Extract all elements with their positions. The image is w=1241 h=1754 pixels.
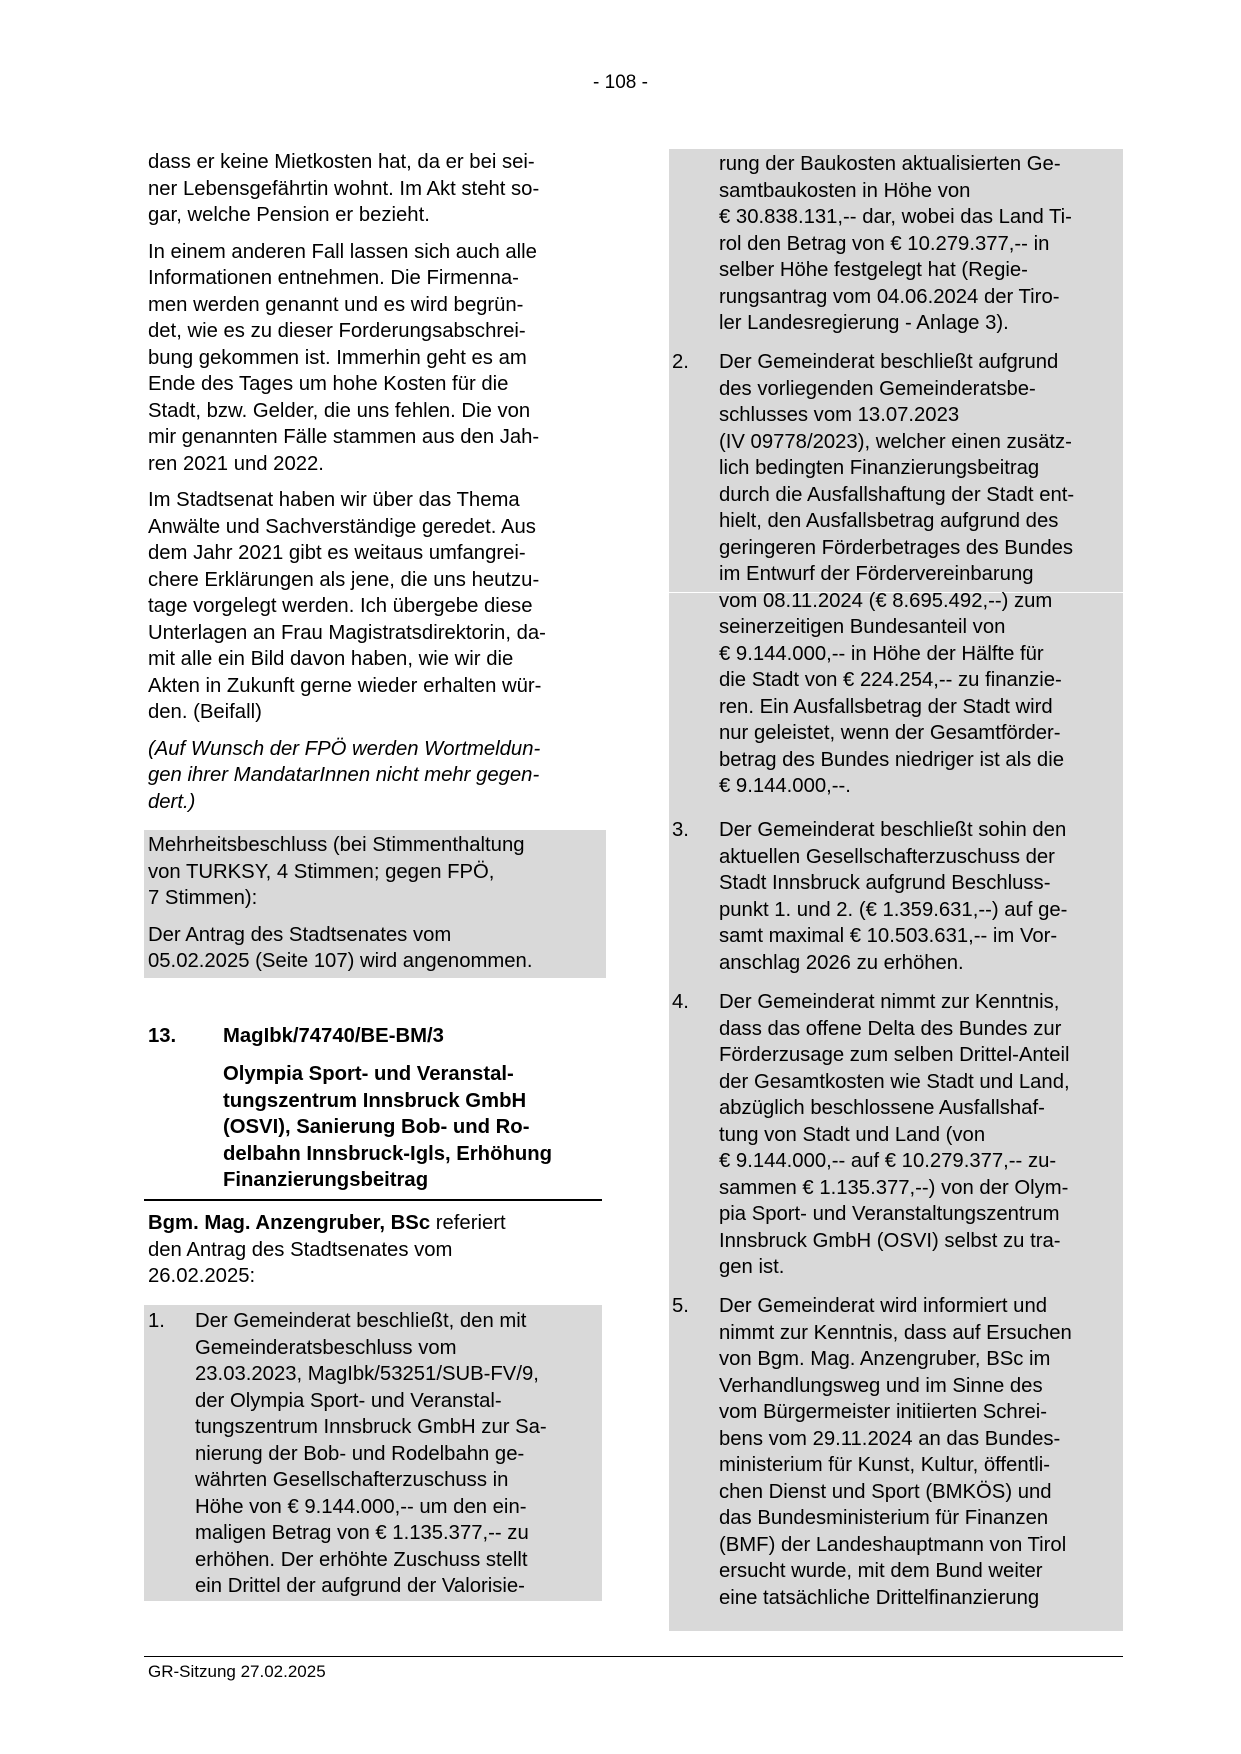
text-line: € 30.838.131,-- dar, wobei das Land Ti- (719, 206, 1072, 228)
text-line: Olympia Sport- und Veranstal- (223, 1063, 514, 1085)
text-line: dert.) (148, 790, 196, 813)
item-number: 3. (672, 819, 689, 841)
page-number: - 108 - (593, 72, 648, 93)
text-line: mir genannten Fälle stammen aus den Jah- (148, 426, 540, 448)
text-line: Akten in Zukunft gerne wieder erhalten wür- (148, 674, 542, 697)
text-line: samt maximal € 10.503.631,-- im Vor- (719, 925, 1058, 947)
text-line: ersucht wurde, mit dem Bund weiter (719, 1560, 1043, 1582)
text-line: den. (Beifall) (148, 701, 262, 723)
text-line: In einem anderen Fall lassen sich auch alle (148, 240, 537, 263)
vote-result-block (144, 830, 606, 978)
text-line: Informationen entnehmen. Die Firmenna- (148, 267, 519, 289)
text-line: schlusses vom 13.07.2023 (719, 404, 960, 426)
text-line: aktuellen Gesellschafterzuschuss der (719, 845, 1055, 868)
text-line: betrag des Bundes niedriger ist als die (719, 748, 1064, 771)
text-line: ren. Ein Ausfallsbetrag der Stadt wird (719, 695, 1053, 718)
text-line: dass er keine Mietkosten hat, da er bei sei- (148, 151, 535, 173)
agenda-item-code: MagIbk/74740/BE-BM/3 (223, 1025, 444, 1047)
text-line: pia Sport- und Veranstaltungszentrum (719, 1203, 1060, 1225)
text-line: (Auf Wunsch der FPÖ werden Wortmeldun- (148, 737, 541, 760)
referent-paragraph (148, 1210, 603, 1290)
text-line: ler Landesregierung - Anlage 3). (719, 312, 1009, 334)
text-line: Der Antrag des Stadtsenates vom (148, 923, 452, 946)
text-line: 7 Stimmen): (148, 887, 258, 909)
text-line: abzüglich beschlossene Ausfallshaf- (719, 1097, 1045, 1119)
text-line: maligen Betrag von € 1.135.377,-- zu (195, 1522, 529, 1544)
text-line: det, wie es zu dieser Forderungsabschrei- (148, 320, 526, 342)
text-line: von Bgm. Mag. Anzengruber, BSc im (719, 1348, 1051, 1370)
text-line: tage vorgelegt werden. Ich übergebe diese (148, 595, 533, 617)
text-line: Verhandlungsweg und im Sinne des (719, 1374, 1043, 1397)
text-line: von TURKSY, 4 Stimmen; gegen FPÖ, (148, 860, 495, 883)
text-line: selber Höhe festgelegt hat (Regie- (719, 259, 1028, 281)
text-line: erhöhen. Der erhöhte Zuschuss stellt (195, 1548, 528, 1571)
item-number: 1. (148, 1310, 165, 1332)
text-line: Gemeinderatsbeschluss vom (195, 1336, 457, 1359)
referent-name: Bgm. Mag. Anzengruber, BSc (148, 1212, 431, 1234)
text-line: geringeren Förderbetrages des Bundes (719, 536, 1074, 559)
text-line: durch die Ausfallshaftung der Stadt ent- (719, 483, 1075, 506)
text-line: Finanzierungsbeitrag (223, 1169, 429, 1191)
text-line: des vorliegenden Gemeinderatsbe- (719, 377, 1036, 400)
text-line: den Antrag des Stadtsenates vom (148, 1238, 453, 1261)
text-line: chere Erklärungen als jene, die uns heutzu- (148, 568, 540, 591)
text-line: nierung der Bob- und Rodelbahn ge- (195, 1442, 525, 1465)
text-line: dem Jahr 2021 gibt es weitaus umfangrei- (148, 542, 526, 564)
text-line: währten Gesellschafterzuschuss in (195, 1469, 509, 1491)
text-line: Ende des Tages um hohe Kosten für die (148, 373, 509, 395)
text-line: 23.03.2023, MagIbk/53251/SUB-FV/9, (195, 1363, 539, 1385)
text-line: sammen € 1.135.377,--) von der Olym- (719, 1176, 1069, 1199)
agenda-item-number: 13. (148, 1025, 177, 1047)
text-line: Unterlagen an Frau Magistratsdirektorin, da- (148, 621, 546, 644)
text-line: ner Lebensgefährtin wohnt. Im Akt steht so- (148, 177, 540, 200)
text-line: anschlag 2026 zu erhöhen. (719, 951, 964, 974)
text-line: € 9.144.000,-- in Höhe der Hälfte für (719, 642, 1044, 665)
text-line: nur geleistet, wenn der Gesamtförder- (719, 722, 1061, 744)
item-body (719, 1293, 1072, 1611)
text-line: € 9.144.000,--. (719, 775, 851, 797)
text-line: seinerzeitigen Bundesanteil von (719, 616, 1006, 638)
resolution-item-1 (144, 1305, 602, 1601)
text-line: € 9.144.000,-- auf € 10.279.377,-- zu- (719, 1150, 1057, 1172)
text-line: Stadt, bzw. Gelder, die uns fehlen. Die von (148, 399, 531, 422)
text-line: lich bedingten Finanzierungsbeitrag (719, 457, 1040, 479)
item-number: 5. (672, 1295, 689, 1317)
text-line: bung gekommen ist. Immerhin geht es am (148, 346, 527, 369)
text-line: Förderzusage zum selben Drittel-Anteil (719, 1044, 1070, 1066)
text-line: Der Gemeinderat beschließt aufgrund (719, 351, 1059, 373)
text-line: gen ist. (719, 1256, 785, 1278)
text-line: ministerium für Kunst, Kultur, öffentli- (719, 1454, 1051, 1476)
item-number: 4. (672, 991, 689, 1013)
text-line: tungszentrum Innsbruck GmbH (223, 1089, 527, 1112)
footer-session-date: GR-Sitzung 27.02.2025 (148, 1662, 326, 1681)
text-line: nimmt zur Kenntnis, dass auf Ersuchen (719, 1321, 1072, 1344)
paragraph (148, 149, 603, 229)
text-line: 26.02.2025: (148, 1265, 256, 1287)
text-line: tung von Stadt und Land (von (719, 1123, 986, 1146)
vote-result (148, 832, 606, 912)
item-body (195, 1308, 547, 1600)
heading-divider (144, 1199, 602, 1201)
text-line: (BMF) der Landeshauptmann von Tirol (719, 1533, 1067, 1556)
text-line: Mehrheitsbeschluss (bei Stimmenthaltung (148, 834, 525, 856)
text-fragment: referiert (430, 1212, 506, 1234)
text-line (148, 1210, 603, 1237)
text-line: ein Drittel der aufgrund der Valorisie- (195, 1575, 525, 1597)
text-line: dass das offene Delta des Bundes zur (719, 1017, 1062, 1040)
text-line: der Olympia Sport- und Veranstal- (195, 1389, 502, 1412)
text-line: eine tatsächliche Drittelfinanzierung (719, 1586, 1040, 1609)
text-line: hielt, den Ausfallsbetrag aufgrund des (719, 510, 1059, 532)
text-line: gar, welche Pension er bezieht. (148, 204, 430, 226)
text-line: Der Gemeinderat beschließt sohin den (719, 819, 1067, 841)
agenda-item-title (223, 1061, 552, 1194)
item-body (719, 989, 1070, 1281)
item-body (719, 151, 1072, 337)
paragraph (148, 239, 603, 478)
text-line: im Entwurf der Fördervereinbarung (719, 563, 1034, 585)
text-line: Im Stadtsenat haben wir über das Thema (148, 489, 520, 511)
text-line: bens vom 29.11.2024 an das Bundes- (719, 1427, 1061, 1450)
text-line: (IV 09778/2023), welcher einen zusätz- (719, 430, 1072, 453)
text-line: die Stadt von € 224.254,-- zu finanzie- (719, 669, 1062, 691)
text-line: Stadt Innsbruck aufgrund Beschluss- (719, 872, 1051, 894)
text-line: Anwälte und Sachverständige geredet. Aus (148, 515, 536, 538)
paragraph (148, 487, 603, 726)
left-column (148, 149, 603, 825)
text-line: vom Bürgermeister initiierten Schrei- (719, 1401, 1047, 1423)
text-line: der Gesamtkosten wie Stadt und Land, (719, 1070, 1070, 1093)
text-line: tungszentrum Innsbruck GmbH zur Sa- (195, 1416, 547, 1438)
text-line: mit alle ein Bild davon haben, wie wir die (148, 648, 514, 670)
text-line: Höhe von € 9.144.000,-- um den ein- (195, 1495, 527, 1518)
text-line: rol den Betrag von € 10.279.377,-- in (719, 232, 1050, 255)
text-line: rung der Baukosten aktualisierten Ge- (719, 153, 1061, 175)
text-line: punkt 1. und 2. (€ 1.359.631,--) auf ge- (719, 898, 1068, 921)
text-line: Der Gemeinderat beschließt, den mit (195, 1310, 527, 1332)
text-line: Der Gemeinderat wird informiert und (719, 1295, 1048, 1317)
text-line: rungsantrag vom 04.06.2024 der Tiro- (719, 285, 1060, 308)
text-line: samtbaukosten in Höhe von (719, 179, 971, 202)
text-line: chen Dienst und Sport (BMKÖS) und (719, 1480, 1052, 1503)
text-line: das Bundesministerium für Finanzen (719, 1507, 1049, 1529)
text-line: 05.02.2025 (Seite 107) wird angenommen. (148, 950, 533, 972)
text-line: Der Gemeinderat nimmt zur Kenntnis, (719, 991, 1060, 1013)
text-line: (OSVI), Sanierung Bob- und Ro- (223, 1116, 530, 1138)
text-line: gen ihrer MandatarInnen nicht mehr gegen- (148, 764, 540, 786)
text-line: delbahn Innsbruck-Igls, Erhöhung (223, 1142, 553, 1165)
editorial-note (148, 736, 603, 816)
text-line: ren 2021 und 2022. (148, 452, 324, 475)
text-line: Innsbruck GmbH (OSVI) selbst zu tra- (719, 1229, 1061, 1252)
text-line: vom 08.11.2024 (€ 8.695.492,--) zum (719, 589, 1053, 612)
vote-decision (148, 922, 606, 975)
text-line: men werden genannt und es wird begrün- (148, 293, 524, 316)
footer-divider (144, 1656, 1123, 1657)
item-number: 2. (672, 351, 689, 373)
item-body (719, 817, 1067, 976)
item-body (719, 349, 1074, 800)
